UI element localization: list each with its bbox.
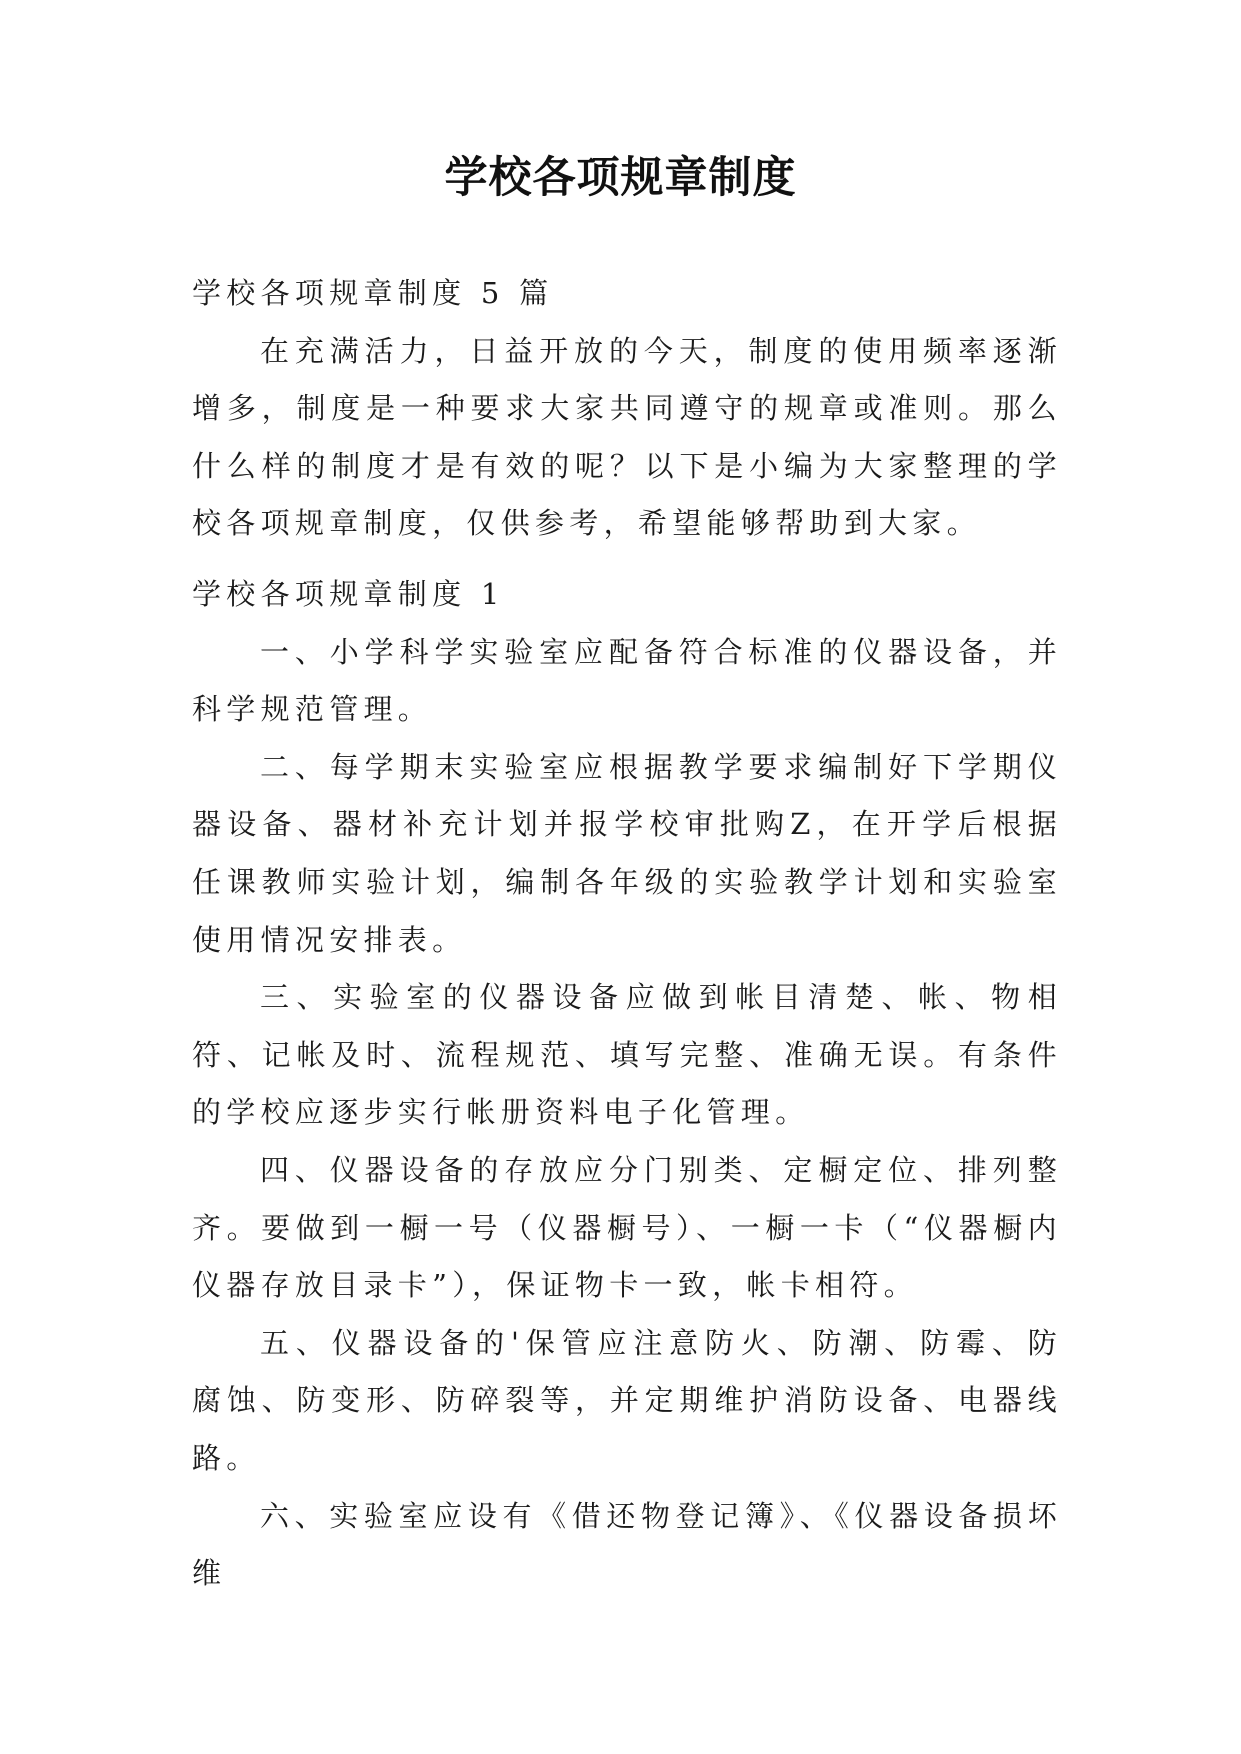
section-1-item-6: 六、实验室应设有《借还物登记簿》、《仪器设备损坏维 xyxy=(192,1498,1062,1591)
section-1-heading: 学校各项规章制度 1 xyxy=(192,577,505,611)
intro-paragraph: 在充满活力，日益开放的今天，制度的使用频率逐渐增多，制度是一种要求大家共同遵守的规章或准则。那么什么样的制度才是有效的呢？以下是小编为大家整理的学校各项规章制度，仅供参考，希望能够帮助到大家。 xyxy=(192,333,1062,541)
section-1-item-3: 三、实验室的仪器设备应做到帐目清楚、帐、物相符、记帐及时、流程规范、填写完整、准确无误。有条件的学校应逐步实行帐册资料电子化管理。 xyxy=(192,980,1062,1130)
section-1-item-1: 一、小学科学实验室应配备符合标准的仪器设备，并科学规范管理。 xyxy=(192,634,1062,727)
section-1-item-5: 五、仪器设备的'保管应注意防火、防潮、防霉、防腐蚀、防变形、防碎裂等，并定期维护消防设备、电器线路。 xyxy=(192,1325,1062,1475)
intro-heading: 学校各项规章制度 5 篇 xyxy=(192,276,554,310)
section-1-item-4: 四、仪器设备的存放应分门别类、定橱定位、排列整齐。要做到一橱一号（仪器橱号）、一橱一卡（“仪器橱内仪器存放目录卡”），保证物卡一致，帐卡相符。 xyxy=(192,1152,1062,1303)
intro-section xyxy=(192,265,1062,553)
document-title: 学校各项规章制度 xyxy=(444,153,797,203)
section-1-item-2: 二、每学期末实验室应根据教学要求编制好下学期仪器设备、器材补充计划并报学校审批购Z，在开学后根据任课教师实验计划，编制各年级的实验教学计划和实验室使用情况安排表。 xyxy=(192,749,1062,957)
section-1 xyxy=(192,566,1062,1603)
